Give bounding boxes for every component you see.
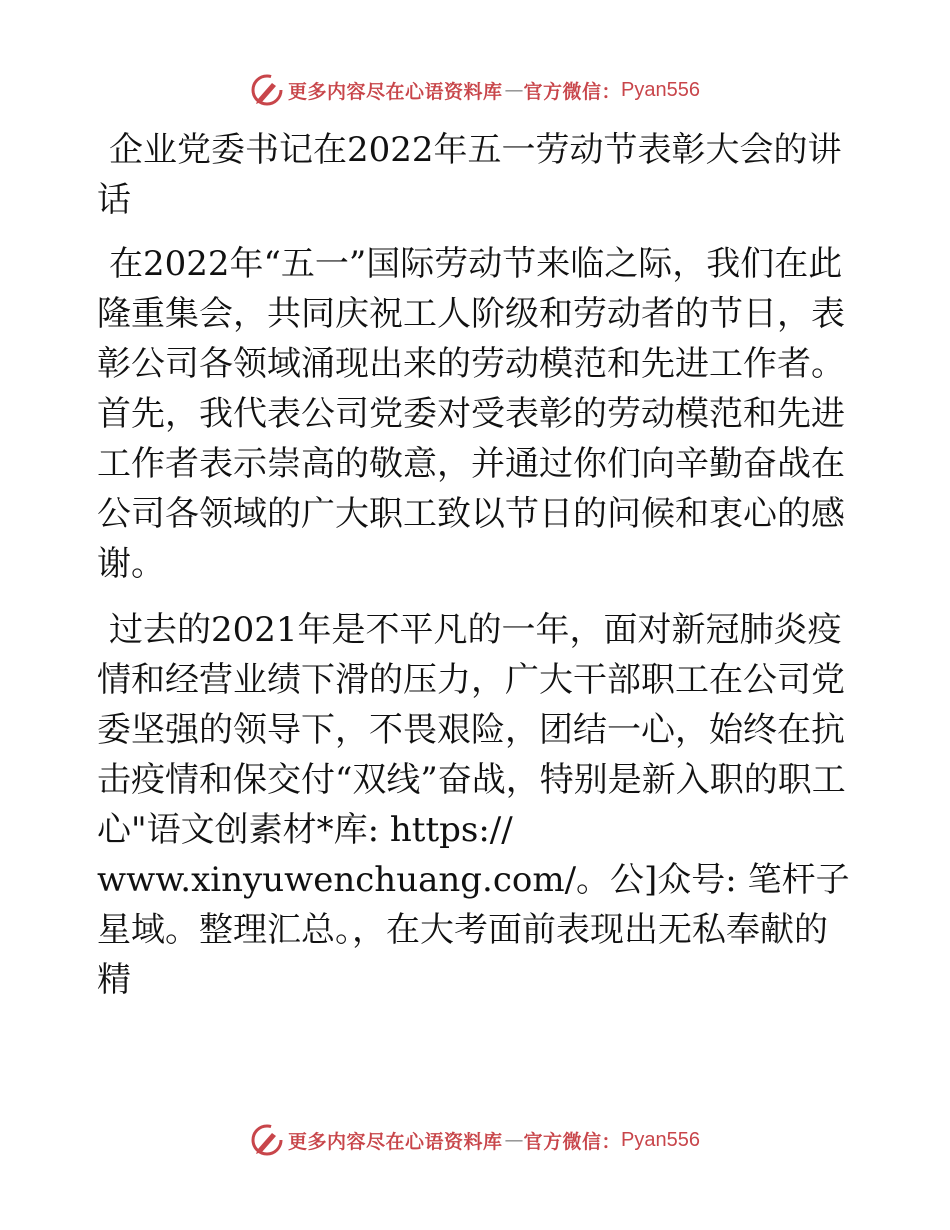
paragraph-2 (97, 605, 853, 855)
banner-separator: — (504, 1129, 524, 1151)
paragraph-2-text: 过去的2021年是不平凡的一年，面对新冠肺炎疫情和经营业绩下滑的压力，广大干部职工在公司党委坚强的领导下，不畏艰险，团结一心，始终在抗击疫情和保交付“双线”奋战，特别是新入职的职工心"语文创素材*库: https:// (97, 610, 846, 850)
document-body (97, 125, 853, 1021)
paragraph-3 (97, 855, 853, 1005)
footer-banner (0, 1120, 950, 1160)
document-title (97, 125, 853, 225)
banner-contact-id: Pyan556 (621, 1128, 700, 1151)
banner-contact-label: 官方微信： (523, 80, 622, 103)
banner-contact-id: Pyan556 (621, 78, 700, 101)
paragraph-1 (97, 239, 853, 589)
banner-separator: — (504, 79, 524, 101)
paragraph-1-text: 在2022年“五一”国际劳动节来临之际，我们在此隆重集会，共同庆祝工人阶级和劳动者的节日，表彰公司各领域涌现出来的劳动模范和先进工作者。首先，我代表公司党委对受表彰的劳动模范和先进工作者表示崇高的敬意，并通过你们向辛勤奋战在公司各领域的广大职工致以节日的问候和衷心的感谢。 (97, 244, 845, 584)
document-title-text: 企业党委书记在2022年五一劳动节表彰大会的讲话 (97, 130, 842, 220)
header-banner (0, 70, 950, 110)
banner-contact-label: 官方微信： (523, 1130, 622, 1153)
pen-logo-icon (250, 1123, 284, 1157)
banner-text: 更多内容尽在心语资料库 (288, 1130, 503, 1153)
paragraph-3-text: www.xinyuwenchuang.com/。公]众号: 笔杆子星域。整理汇总。，在大考面前表现出无私奉献的精 (97, 860, 850, 1000)
pen-logo-icon (250, 73, 284, 107)
banner-text: 更多内容尽在心语资料库 (288, 80, 503, 103)
